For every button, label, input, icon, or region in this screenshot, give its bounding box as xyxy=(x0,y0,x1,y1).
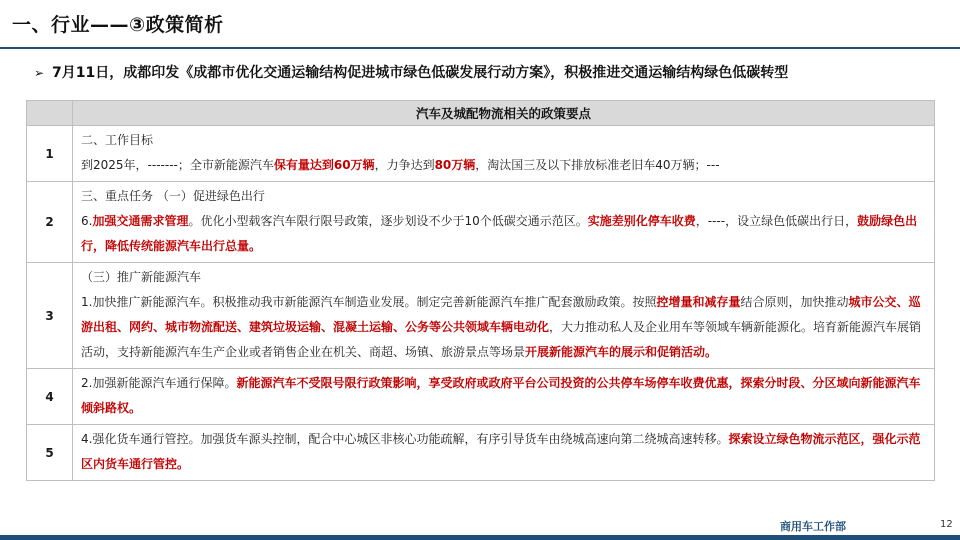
highlighted-text: 新能源汽车不受限号限行政策影响，享受政府或政府平台公司投资的公共停车场停车收费优惠，探索分时段、分区域向新能源汽车倾斜路权。 xyxy=(81,376,921,415)
policy-table xyxy=(26,100,935,481)
text-segment: 2.加强新能源汽车通行保障。 xyxy=(81,376,237,390)
highlighted-text: 80万辆 xyxy=(434,158,476,172)
text-segment: 结合原则，加快推动 xyxy=(740,295,849,309)
row-content xyxy=(73,182,935,263)
text-segment: 到2025年，-------；全市新能源汽车 xyxy=(81,158,274,172)
text-segment: 6. xyxy=(81,214,93,228)
row-number: 3 xyxy=(27,263,73,369)
table-row xyxy=(27,263,935,369)
row-number: 1 xyxy=(27,126,73,182)
page-title: 一、行业——③政策简析 xyxy=(12,14,224,36)
highlighted-text: 城市公交、巡游出租、网约、城市物流配送、建筑垃圾运输、混凝土运输、公务等公共领域车辆电动化 xyxy=(81,295,921,334)
text-segment: ，淘汰国三及以下排放标准老旧车40万辆；--- xyxy=(475,158,720,172)
content-paragraph xyxy=(81,153,928,178)
table-header: 汽车及城配物流相关的政策要点 xyxy=(73,101,935,126)
table-row xyxy=(27,425,935,481)
table-row xyxy=(27,369,935,425)
highlighted-text: 加强交通需求管理 xyxy=(92,214,189,228)
content-paragraph xyxy=(81,371,928,421)
highlighted-text: 保有量达到60万辆 xyxy=(273,158,375,172)
highlighted-text: 实施差别化停车收费 xyxy=(587,214,696,228)
table-header-number-cell xyxy=(27,101,73,126)
content-paragraph xyxy=(81,265,928,290)
highlighted-text: 鼓励绿色出行，降低传统能源汽车出行总量。 xyxy=(81,214,918,253)
table-header-row xyxy=(27,101,935,126)
text-segment: 4.强化货车通行管控。加强货车源头控制，配合中心城区非核心功能疏解，有序引导货车由绕城高速向第二绕城高速转移。 xyxy=(81,432,729,446)
title-bar xyxy=(0,0,960,48)
text-segment: ，大力推动私人及企业用车等领域车辆新能源化。培育新能源汽车展销活动，支持新能源汽车生产企业或者销售企业在机关、商超、场镇、旅游景点等场景 xyxy=(81,320,922,359)
highlighted-text: 开展新能源汽车的展示和促销活动。 xyxy=(525,345,718,359)
text-segment: 。优化小型载客汽车限行限号政策，逐步划设不少于10个低碳交通示范区。 xyxy=(188,214,588,228)
text-segment: 二、工作目标 xyxy=(81,133,154,147)
text-segment: 三、重点任务 （一）促进绿色出行 xyxy=(81,189,265,203)
text-segment: ，----，设立绿色低碳出行日， xyxy=(695,214,858,228)
row-number: 2 xyxy=(27,182,73,263)
content-paragraph xyxy=(81,427,928,477)
footer-department: 商用车工作部 xyxy=(780,520,846,533)
row-number: 4 xyxy=(27,369,73,425)
row-content xyxy=(73,126,935,182)
table-body xyxy=(27,126,935,481)
subheading xyxy=(34,62,934,82)
highlighted-text: 探索设立绿色物流示范区，强化示范区内货车通行管控。 xyxy=(81,432,921,471)
content-paragraph xyxy=(81,184,928,209)
row-content xyxy=(73,369,935,425)
text-segment: ，力争达到 xyxy=(374,158,435,172)
page-number: 12 xyxy=(940,519,953,530)
content-paragraph xyxy=(81,209,928,259)
row-number: 5 xyxy=(27,425,73,481)
row-content xyxy=(73,425,935,481)
text-segment: 1.加快推广新能源汽车。积极推动我市新能源汽车制造业发展。制定完善新能源汽车推广配套激励政策。按照 xyxy=(81,295,657,309)
content-paragraph xyxy=(81,128,928,153)
table-row xyxy=(27,182,935,263)
row-content xyxy=(73,263,935,369)
title-divider xyxy=(0,47,960,49)
table-row xyxy=(27,126,935,182)
footer-bar xyxy=(0,535,960,540)
text-segment: （三）推广新能源汽车 xyxy=(81,270,202,284)
arrow-bullet-icon: ➢ xyxy=(34,66,45,80)
subheading-text: 7月11日，成都印发《成都市优化交通运输结构促进城市绿色低碳发展行动方案》，积极推进交通运输结构绿色低碳转型 xyxy=(52,65,789,81)
content-paragraph xyxy=(81,290,928,365)
highlighted-text: 控增量和减存量 xyxy=(656,295,741,309)
